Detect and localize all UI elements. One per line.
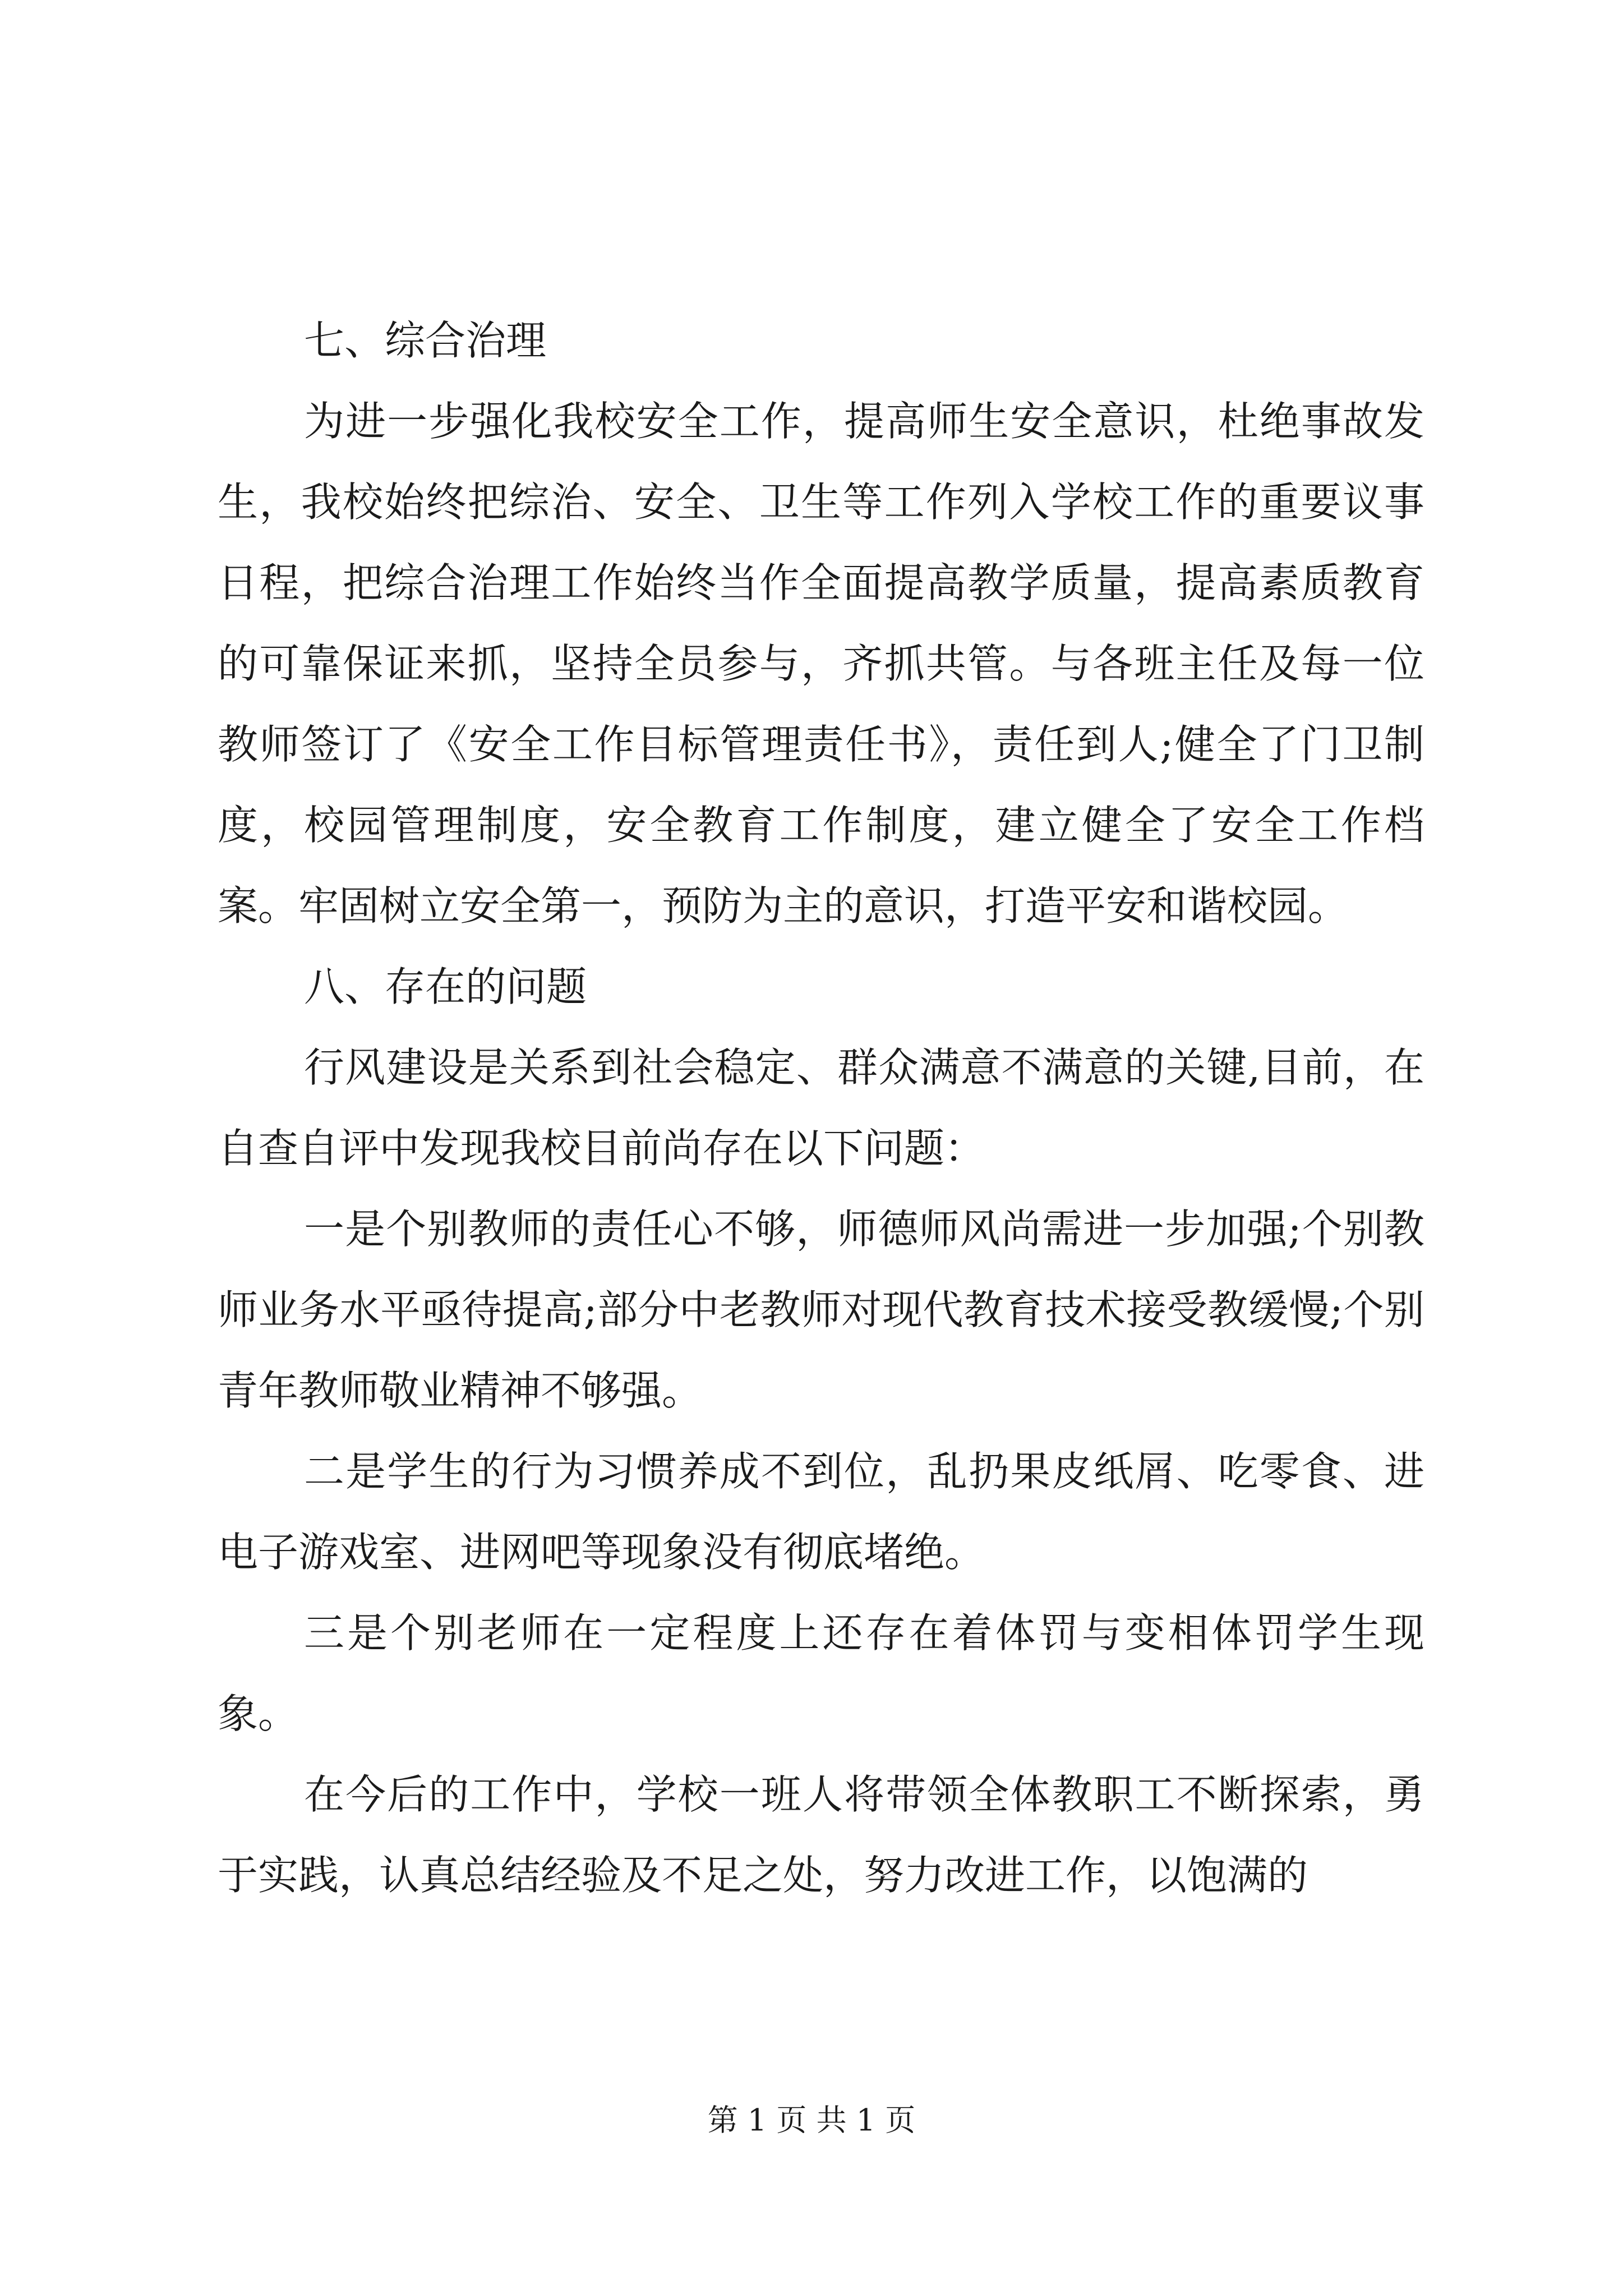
page-footer: 第 1 页 共 1 页 bbox=[707, 2102, 916, 2138]
body-paragraph: 二是学生的行为习惯养成不到位，乱扔果皮纸屑、吃零食、进电子游戏室、进网吧等现象没有彻底堵绝。 bbox=[218, 1448, 1424, 1576]
document-body bbox=[218, 300, 1424, 1916]
body-paragraph: 行风建设是关系到社会稳定、群众满意不满意的关键,目前，在自查自评中发现我校目前尚存在以下问题： bbox=[218, 1044, 1424, 1172]
body-paragraph: 为进一步强化我校安全工作，提高师生安全意识，杜绝事故发生，我校始终把综治、安全、卫生等工作列入学校工作的重要议事日程，把综合治理工作始终当作全面提高教学质量，提高素质教育的可靠保证来抓，坚持全员参与，齐抓共管。与各班主任及每一位教师签订了《安全工作目标管理责任书》，责任到人;健全了门卫制度，校园管理制度，安全教育工作制度，建立健全了安全工作档案。牢固树立安全第一，预防为主的意识，打造平安和谐校园。 bbox=[218, 398, 1424, 930]
section-heading: 七、综合治理 bbox=[304, 317, 547, 364]
body-paragraph: 三是个别老师在一定程度上还存在着体罚与变相体罚学生现象。 bbox=[218, 1609, 1424, 1737]
body-paragraph: 一是个别教师的责任心不够，师德师风尚需进一步加强;个别教师业务水平亟待提高;部分中老教师对现代教育技术接受教缓慢;个别青年教师敬业精神不够强。 bbox=[218, 1205, 1424, 1414]
body-paragraph: 在今后的工作中，学校一班人将带领全体教职工不断探索，勇于实践，认真总结经验及不足之处，努力改进工作，以饱满的 bbox=[218, 1771, 1424, 1899]
section-heading: 八、存在的问题 bbox=[304, 963, 587, 1010]
